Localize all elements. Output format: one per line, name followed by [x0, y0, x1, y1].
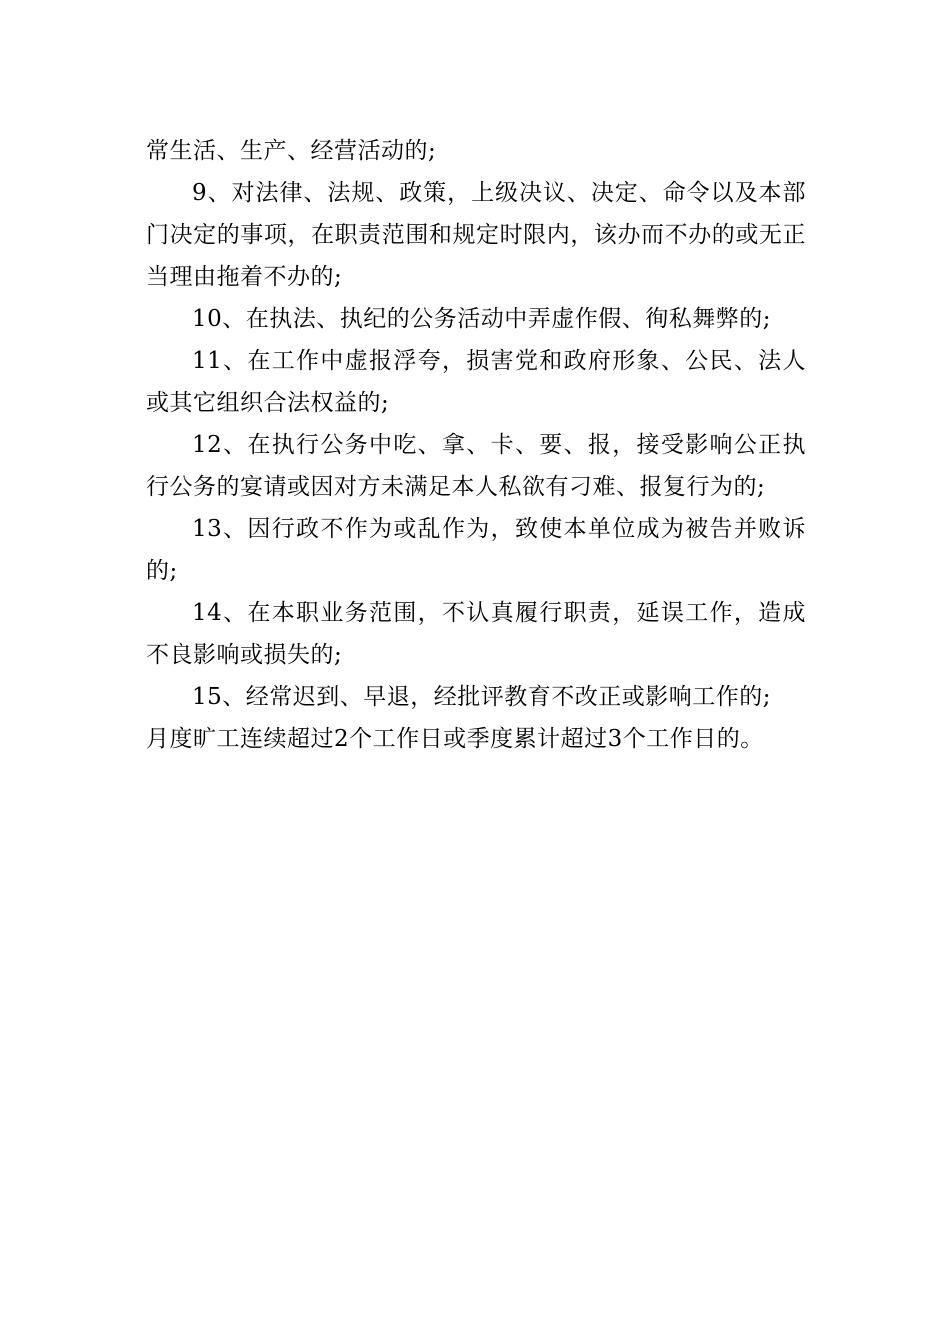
paragraph-item-10: 10、在执法、执纪的公务活动中弄虚作假、徇私舞弊的;	[192, 306, 772, 332]
document-body	[146, 130, 806, 760]
paragraph-item-15-continuation: 月度旷工连续超过2个工作日或季度累计超过3个工作日的。	[146, 726, 764, 752]
paragraph-item-12: 12、在执行公务中吃、拿、卡、要、报，接受影响公正执行公务的宴请或因对方未满足本人私欲有刁难、报复行为的;	[146, 432, 806, 500]
paragraph-item-11: 11、在工作中虚报浮夸，损害党和政府形象、公民、法人或其它组织合法权益的;	[146, 348, 806, 416]
paragraph-continuation: 常生活、生产、经营活动的;	[146, 138, 437, 164]
paragraph-item-14: 14、在本职业务范围，不认真履行职责，延误工作，造成不良影响或损失的;	[146, 600, 806, 668]
paragraph-item-15: 15、经常迟到、早退，经批评教育不改正或影响工作的;	[192, 684, 772, 710]
paragraph-item-13: 13、因行政不作为或乱作为，致使本单位成为被告并败诉的;	[146, 516, 806, 584]
paragraph-item-9: 9、对法律、法规、政策，上级决议、决定、命令以及本部门决定的事项，在职责范围和规定时限内，该办而不办的或无正当理由拖着不办的;	[146, 180, 806, 290]
